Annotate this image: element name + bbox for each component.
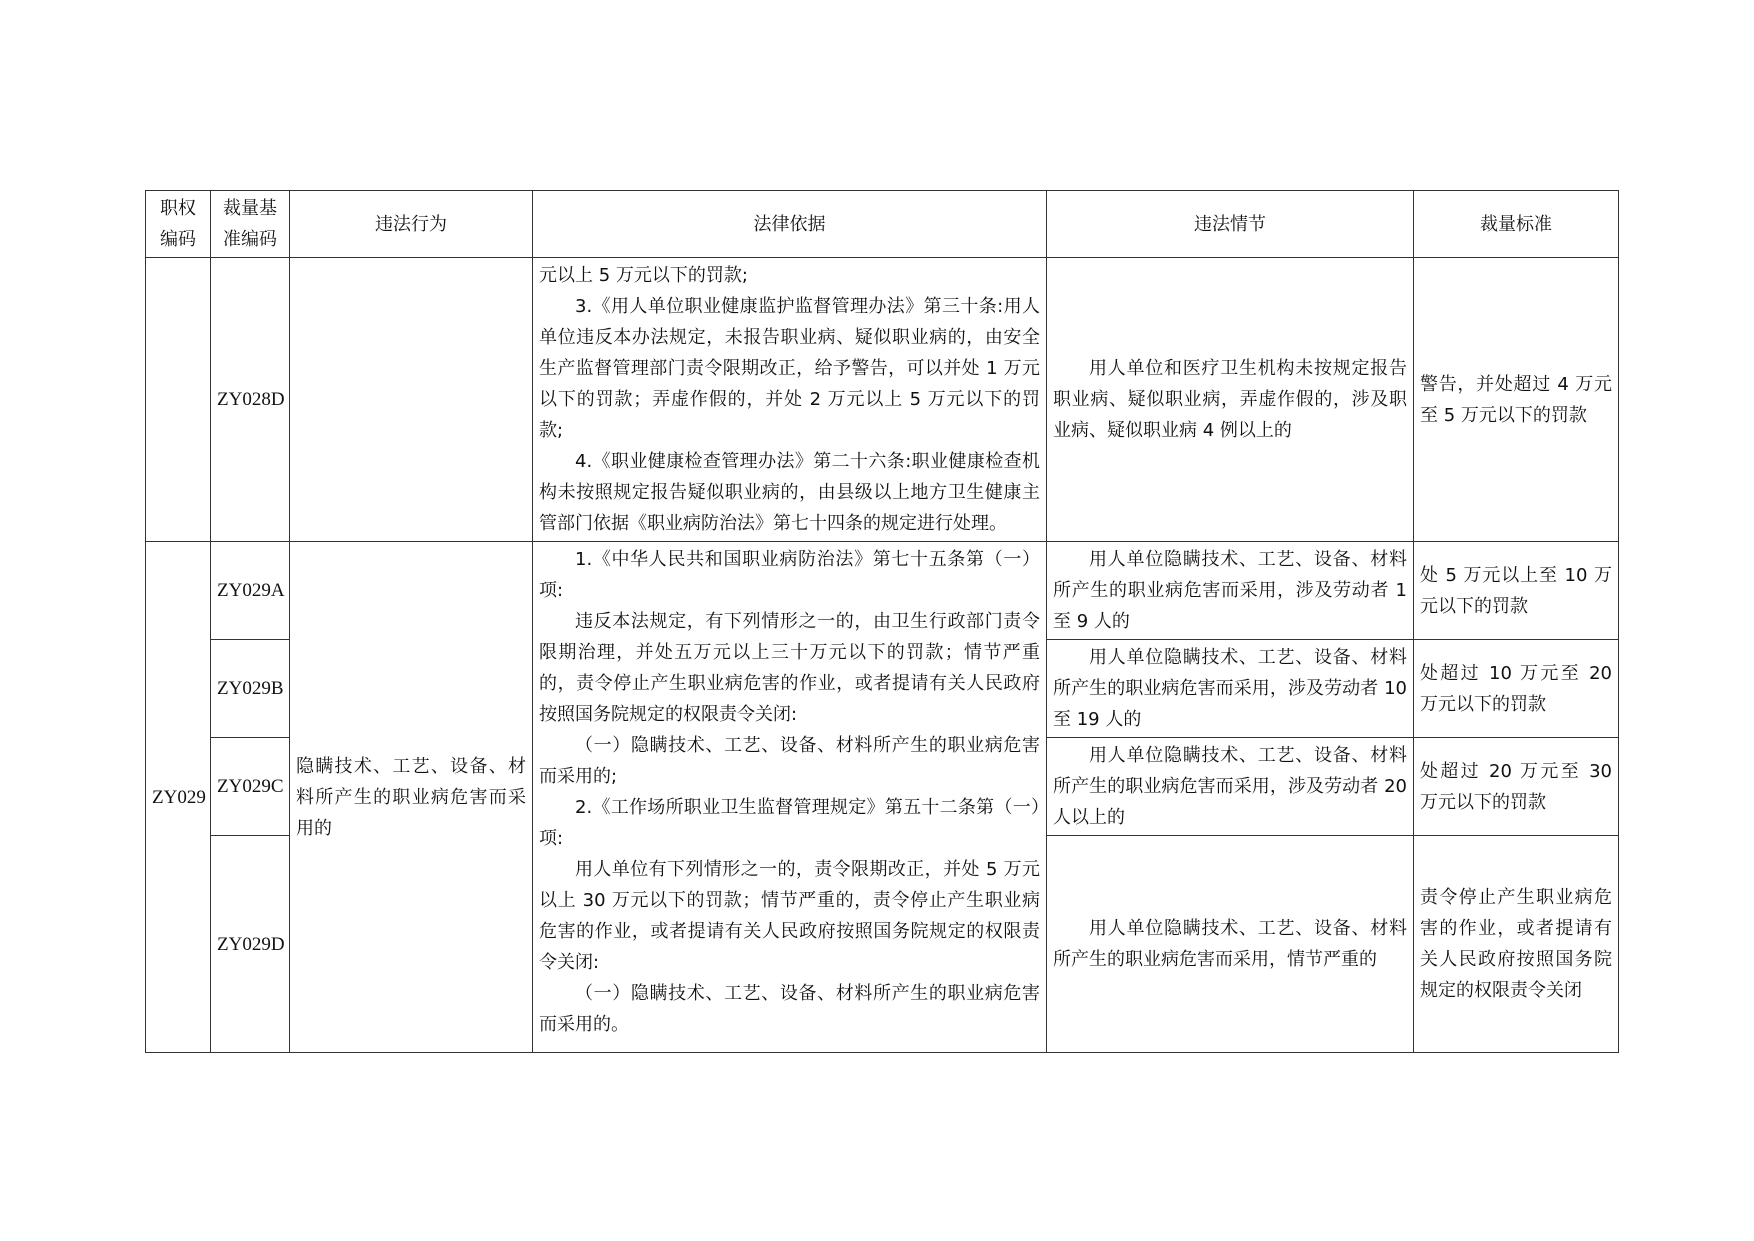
table-row bbox=[146, 542, 1619, 640]
discretion-code-cell: ZY028D bbox=[211, 258, 290, 542]
basis-paragraph: 3.《用人单位职业健康监护监督管理办法》第三十条:用人单位违反本办法规定，未报告职业病、疑似职业病的，由安全生产监督管理部门责令限期改正，给予警告，可以并处 1 万元以下的罚款；弄虚作假的，并处 2 万元以上 5 万元以下的罚款; bbox=[539, 296, 1040, 441]
standard-cell: 警告，并处超过 4 万元至 5 万元以下的罚款 bbox=[1414, 258, 1619, 542]
standard-cell: 处 5 万元以上至 10 万元以下的罚款 bbox=[1414, 542, 1619, 640]
violation-cell: 隐瞒技术、工艺、设备、材料所产生的职业病危害而采用的 bbox=[290, 542, 533, 1053]
standard-cell: 处超过 20 万元至 30 万元以下的罚款 bbox=[1414, 738, 1619, 836]
basis-paragraph: 4.《职业健康检查管理办法》第二十六条:职业健康检查机构未按照规定报告疑似职业病的，由县级以上地方卫生健康主管部门依据《职业病防治法》第七十四条的规定进行处理。 bbox=[539, 451, 1040, 534]
discretion-code-cell: ZY029D bbox=[211, 836, 290, 1053]
circumstance-cell: 用人单位隐瞒技术、工艺、设备、材料所产生的职业病危害而采用，涉及劳动者 10 至 19 人的 bbox=[1047, 640, 1414, 738]
circumstance-cell: 用人单位隐瞒技术、工艺、设备、材料所产生的职业病危害而采用，涉及劳动者 20 人以上的 bbox=[1047, 738, 1414, 836]
table-row bbox=[146, 258, 1619, 542]
authority-code-cell bbox=[146, 258, 211, 542]
basis-paragraph: （一）隐瞒技术、工艺、设备、材料所产生的职业病危害而采用的。 bbox=[539, 983, 1040, 1035]
basis-paragraph: 违反本法规定，有下列情形之一的，由卫生行政部门责令限期治理，并处五万元以上三十万元以下的罚款；情节严重的，责令停止产生职业病危害的作业，或者提请有关人民政府按照国务院规定的权限责令关闭: bbox=[539, 611, 1040, 725]
circumstance-cell: 用人单位隐瞒技术、工艺、设备、材料所产生的职业病危害而采用，情节严重的 bbox=[1047, 836, 1414, 1053]
legal-basis-cell bbox=[533, 542, 1047, 1053]
basis-paragraph: 1.《中华人民共和国职业病防治法》第七十五条第（一）项: bbox=[539, 549, 1040, 601]
standard-cell: 处超过 10 万元至 20 万元以下的罚款 bbox=[1414, 640, 1619, 738]
legal-basis-cell bbox=[533, 258, 1047, 542]
header-discretion-code: 裁量基准编码 bbox=[211, 191, 290, 258]
header-legal-basis: 法律依据 bbox=[533, 191, 1047, 258]
basis-paragraph: 2.《工作场所职业卫生监督管理规定》第五十二条第（一）项: bbox=[539, 797, 1040, 849]
header-standard: 裁量标准 bbox=[1414, 191, 1619, 258]
header-violation: 违法行为 bbox=[290, 191, 533, 258]
violation-cell bbox=[290, 258, 533, 542]
discretion-code-cell: ZY029A bbox=[211, 542, 290, 640]
discretion-code-cell: ZY029C bbox=[211, 738, 290, 836]
header-circumstance: 违法情节 bbox=[1047, 191, 1414, 258]
discretion-standard-table bbox=[145, 190, 1619, 1053]
authority-code-cell: ZY029 bbox=[146, 542, 211, 1053]
header-authority-code: 职权编码 bbox=[146, 191, 211, 258]
standard-cell: 责令停止产生职业病危害的作业，或者提请有关人民政府按照国务院规定的权限责令关闭 bbox=[1414, 836, 1619, 1053]
discretion-code-cell: ZY029B bbox=[211, 640, 290, 738]
header-row bbox=[146, 191, 1619, 258]
basis-paragraph: 元以上 5 万元以下的罚款; bbox=[539, 265, 748, 286]
circumstance-cell: 用人单位隐瞒技术、工艺、设备、材料所产生的职业病危害而采用，涉及劳动者 1 至 9 人的 bbox=[1047, 542, 1414, 640]
basis-paragraph: （一）隐瞒技术、工艺、设备、材料所产生的职业病危害而采用的; bbox=[539, 735, 1040, 787]
basis-paragraph: 用人单位有下列情形之一的，责令限期改正，并处 5 万元以上 30 万元以下的罚款；情节严重的，责令停止产生职业病危害的作业，或者提请有关人民政府按照国务院规定的权限责令关闭: bbox=[539, 859, 1040, 973]
circumstance-cell: 用人单位和医疗卫生机构未按规定报告职业病、疑似职业病，弄虚作假的，涉及职业病、疑似职业病 4 例以上的 bbox=[1047, 258, 1414, 542]
